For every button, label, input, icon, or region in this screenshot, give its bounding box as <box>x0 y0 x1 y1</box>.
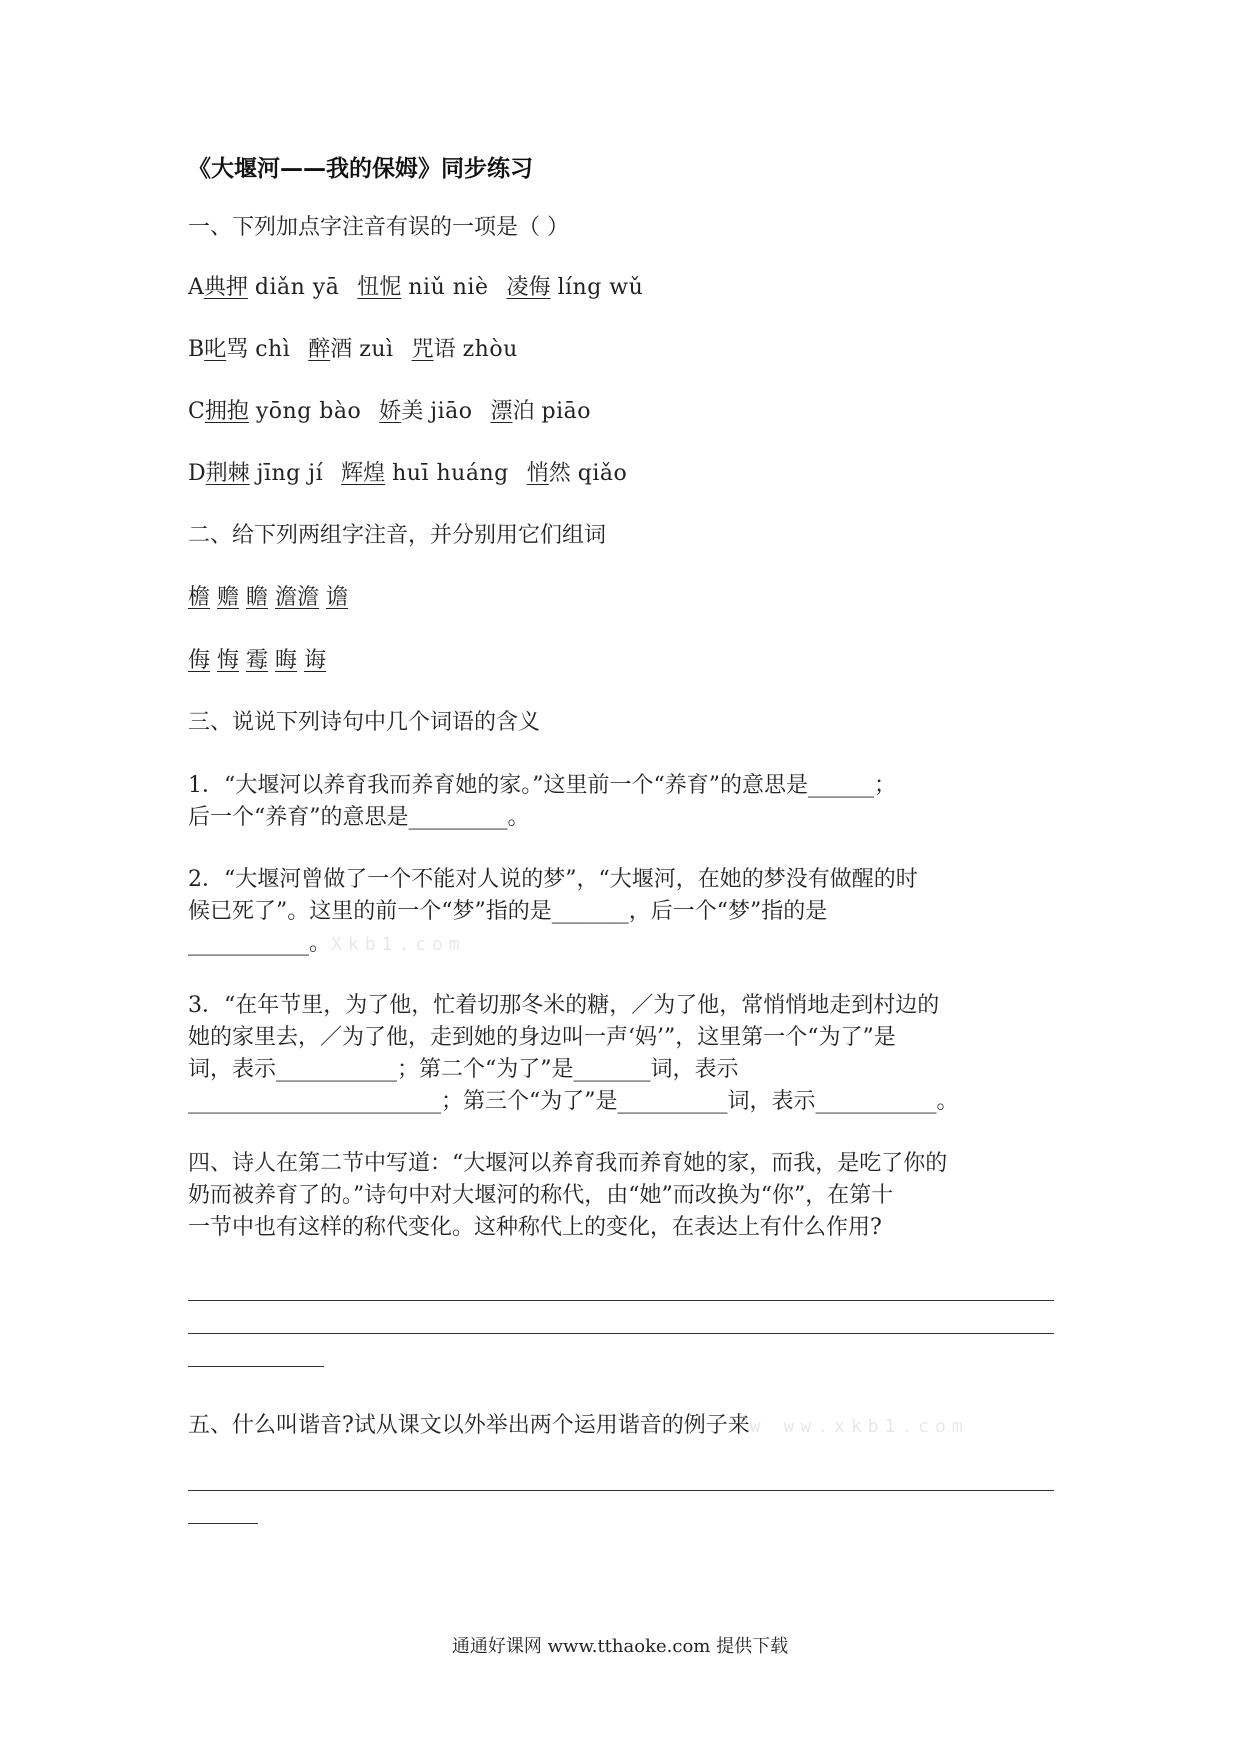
word-rest: 骂 <box>226 337 249 362</box>
pinyin: chì <box>255 337 291 362</box>
q4-line1: 四、诗人在第二节中写道：“大堰河以养育我而养育她的家，而我，是吃了你的 <box>188 1151 948 1176</box>
watermark: Xkb1.com <box>331 934 466 955</box>
q3-item1-line1: 1．“大堰河以养育我而养育她的家。”这里前一个“养育”的意思是______； <box>188 773 896 798</box>
q3-item1-line2: 后一个“养育”的意思是_________。 <box>188 805 530 830</box>
watermark: w ww.xkb1.com <box>749 1416 969 1437</box>
pinyin: jīng jí <box>256 461 324 486</box>
word: 醉 <box>308 337 331 362</box>
q5-stem <box>188 1410 969 1443</box>
char: 谵 <box>326 585 349 610</box>
pinyin: yōng bào <box>255 399 362 424</box>
char: 霉 <box>246 648 269 673</box>
q1-option-b <box>188 334 518 366</box>
answer-line[interactable] <box>188 1300 1054 1301</box>
char: 瞻 <box>246 585 269 610</box>
word-rest: 酒 <box>330 337 353 362</box>
pinyin: jiāo <box>430 399 473 424</box>
page-title: 《大堰河——我的保姆》同步练习 <box>188 156 533 182</box>
char: 澹澹 <box>275 585 320 610</box>
word: 咒 <box>411 337 434 362</box>
pinyin: niǔ niè <box>408 275 489 300</box>
option-letter: B <box>188 337 205 362</box>
q5-stem-text: 五、什么叫谐音?试从课文以外举出两个运用谐音的例子来 <box>188 1413 750 1438</box>
q3-item3-line1: 3．“在年节里，为了他，忙着切那冬米的糖，／为了他，常悄悄地走到村边的 <box>188 993 940 1018</box>
word: 悄 <box>526 461 549 486</box>
pinyin: qiǎo <box>577 461 628 486</box>
pinyin: piāo <box>541 399 591 424</box>
q2-stem: 二、给下列两组字注音，并分别用它们组词 <box>188 523 607 548</box>
word: 拥抱 <box>204 399 249 424</box>
option-letter: A <box>188 275 204 300</box>
word: 漂 <box>490 399 513 424</box>
option-letter: C <box>188 399 205 424</box>
q1-option-c <box>188 396 591 428</box>
word-rest: 语 <box>433 337 456 362</box>
q3-item3-line4: _______________________；第三个“为了”是__________词，表示___________。 <box>188 1089 959 1114</box>
pinyin: huī huáng <box>392 461 509 486</box>
q1-stem: 一、下列加点字注音有误的一项是（ ） <box>188 215 569 240</box>
word: 辉煌 <box>341 461 386 486</box>
char: 诲 <box>304 648 327 673</box>
answer-line[interactable] <box>188 1333 1054 1334</box>
pinyin: zuì <box>359 337 394 362</box>
q3-item2-line1: 2．“大堰河曾做了一个不能对人说的梦”，“大堰河，在她的梦没有做醒的时 <box>188 867 918 892</box>
page-footer: 通通好课网 www.tthaoke.com 提供下载 <box>451 1636 789 1657</box>
word: 忸怩 <box>357 275 402 300</box>
word-rest: 然 <box>548 461 571 486</box>
q4-line3: 一节中也有这样的称代变化。这种称代上的变化，在表达上有什么作用? <box>188 1215 882 1240</box>
word: 荆棘 <box>205 461 250 486</box>
word: 凌侮 <box>506 275 551 300</box>
char: 悔 <box>217 648 240 673</box>
q3-stem: 三、说说下列诗句中几个词语的含义 <box>188 710 541 735</box>
q3-item2-line2: 候已死了”。这里的前一个“梦”指的是_______，后一个“梦”指的是 <box>188 899 828 924</box>
q2-group-2 <box>188 645 326 677</box>
word: 娇 <box>379 399 402 424</box>
q2-group-1 <box>188 582 348 614</box>
pinyin: diǎn yā <box>254 275 340 300</box>
q3-item3-line2: 她的家里去，／为了他，走到她的身边叫一声‘妈’”，这里第一个“为了”是 <box>188 1025 896 1050</box>
q3-item3-line3: 词，表示___________；第二个“为了”是_______词，表示 <box>188 1057 739 1082</box>
word: 典押 <box>203 275 248 300</box>
word-rest: 泊 <box>512 399 535 424</box>
q3-item2-line3 <box>188 928 466 961</box>
word-rest: 美 <box>401 399 424 424</box>
answer-line[interactable] <box>188 1366 324 1367</box>
option-letter: D <box>188 461 206 486</box>
word: 叱 <box>204 337 227 362</box>
q1-option-a <box>188 272 643 304</box>
char: 赡 <box>217 585 240 610</box>
char: 侮 <box>188 648 211 673</box>
pinyin: líng wǔ <box>557 275 644 300</box>
char: 晦 <box>275 648 298 673</box>
char: 檐 <box>188 585 211 610</box>
blank-text: ___________。 <box>188 931 332 956</box>
q1-option-d <box>188 458 627 490</box>
pinyin: zhòu <box>462 337 518 362</box>
answer-line[interactable] <box>188 1490 1054 1491</box>
q4-line2: 奶而被养育了的。”诗句中对大堰河的称代，由“她”而改换为“你”，在第十 <box>188 1183 894 1208</box>
answer-line[interactable] <box>188 1523 258 1524</box>
